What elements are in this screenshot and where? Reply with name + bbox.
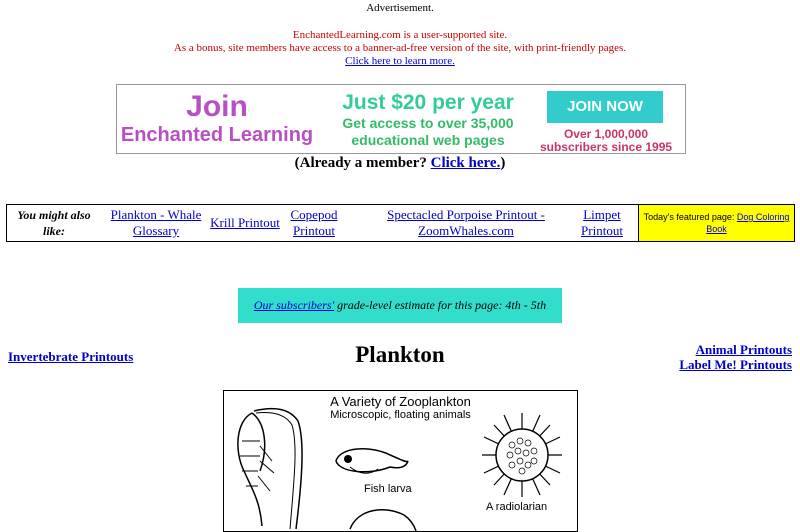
radiolarian-illustration — [482, 413, 562, 497]
fish-larva-illustration — [330, 441, 410, 481]
price-block — [323, 91, 533, 149]
copepod-illustration — [230, 401, 310, 531]
grade-text: grade-level estimate for this page: 4th - 5th — [334, 298, 547, 312]
advertisement-label: Advertisement. — [366, 2, 434, 14]
right-nav — [679, 342, 792, 372]
member-question: (Already a member? — [294, 155, 431, 171]
ad-info-line2: As a bonus, site members have access to a banner-ad-free version of the site, with print-friendly pages. — [173, 42, 627, 54]
also-like-cell-2 — [207, 205, 283, 241]
join-now-button[interactable]: JOIN NOW — [547, 91, 663, 123]
animal-printouts-link[interactable]: Animal Printouts — [695, 342, 792, 357]
join-heading: Join — [186, 90, 248, 123]
ad-info — [0, 29, 800, 68]
featured-link[interactable]: Dog Coloring Book — [706, 212, 790, 234]
subscribers-text: Over 1,000,000 subscribers since 1995 — [539, 127, 673, 154]
also-like-link-plankton-glossary[interactable]: Plankton - Whale Glossary — [110, 207, 202, 238]
join-banner[interactable] — [116, 84, 686, 154]
also-like-cell-3 — [285, 205, 343, 241]
member-line — [0, 155, 800, 172]
brand-name: Enchanted Learning — [120, 124, 314, 146]
also-like-link-porpoise[interactable]: Spectacled Porpoise Printout - ZoomWhales.com — [387, 207, 545, 238]
member-close: ) — [500, 155, 506, 171]
also-like-link-limpet[interactable]: Limpet Printout — [581, 207, 623, 238]
also-like-cell-1 — [103, 205, 209, 241]
also-like-label: You might also like: — [17, 208, 91, 238]
page-title: Plankton — [355, 342, 445, 367]
access-text: Get access to over 35,000 educational web pages — [342, 115, 514, 148]
featured-prefix: Today's featured page: — [643, 212, 737, 222]
featured-page — [638, 205, 795, 241]
invertebrate-printouts-link[interactable]: Invertebrate Printouts — [8, 349, 134, 364]
also-like-cell-5 — [573, 205, 631, 241]
larva-illustration-bottom — [344, 503, 424, 531]
member-login-link[interactable]: Click here. — [430, 155, 501, 171]
fish-larva-label: Fish larva — [364, 483, 412, 495]
figure-title: A Variety of Zooplankton — [330, 394, 471, 409]
also-like-link-copepod[interactable]: Copepod Printout — [290, 207, 338, 238]
subscribers-grade-link[interactable]: Our subscribers' — [253, 298, 335, 312]
radiolarian-label: A radiolarian — [486, 501, 548, 513]
also-like-table — [6, 204, 795, 242]
learn-more-link[interactable]: Click here to learn more. — [345, 55, 455, 67]
ad-info-line1: EnchantedLearning.com is a user-supported site. — [292, 29, 508, 41]
also-like-link-krill[interactable]: Krill Printout — [210, 215, 280, 230]
join-block — [117, 91, 317, 147]
grade-estimate-box — [238, 288, 562, 323]
figure-subtitle: Microscopic, floating animals — [330, 409, 471, 421]
price-text: Just $20 per year — [342, 91, 514, 114]
zooplankton-figure — [223, 390, 578, 532]
label-me-printouts-link[interactable]: Label Me! Printouts — [679, 357, 792, 372]
also-like-cell-4 — [371, 205, 561, 241]
